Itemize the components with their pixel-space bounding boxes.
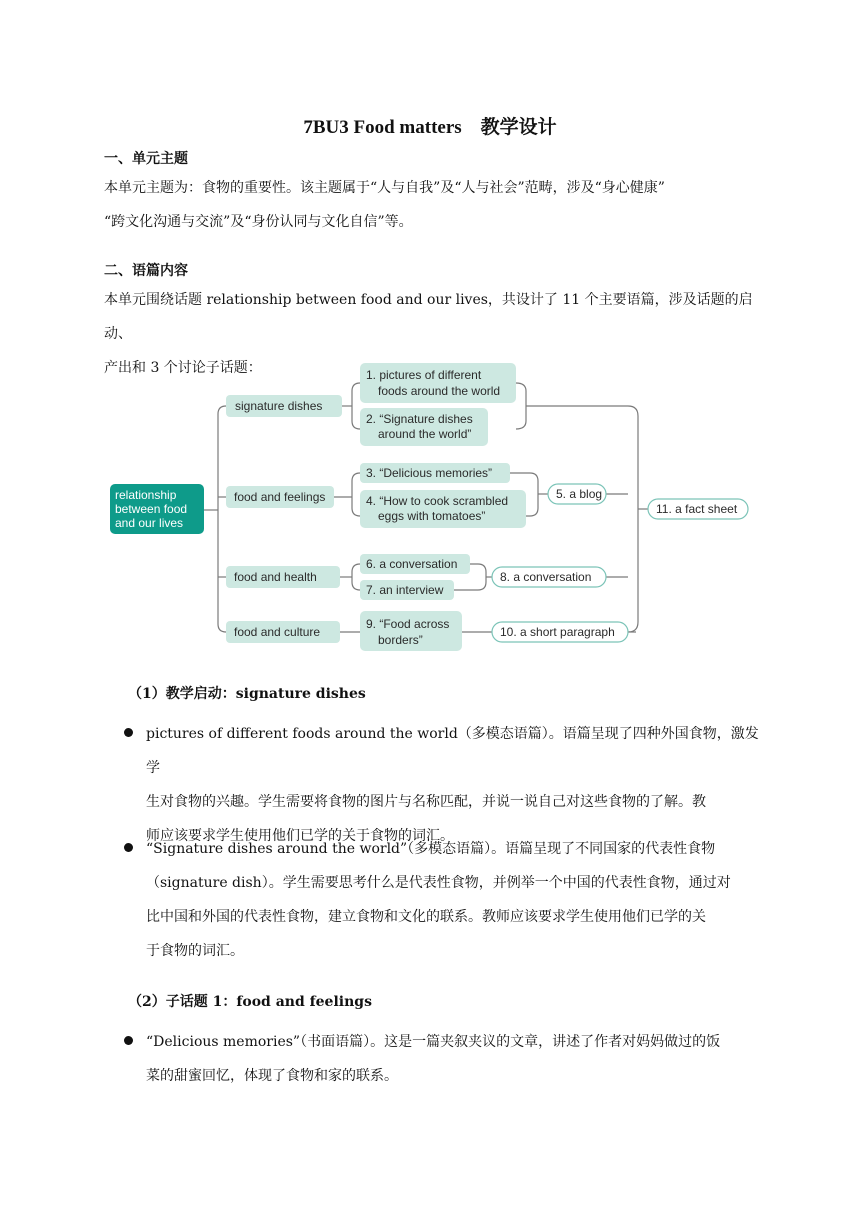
bullet-dot-icon (124, 728, 133, 737)
text-line: 本单元围绕话题 relationship between food and our lives，共设计了 11 个主要语篇，涉及话题的启动、 (104, 292, 753, 342)
text-line: 生对食物的兴趣。学生需要将食物的图片与名称匹配，并说一说自己对这些食物的了解。教 (146, 794, 706, 810)
node-label: 2. “Signature dishes (366, 412, 473, 426)
node-label: foods around the world (378, 384, 501, 398)
node-label: 4. “How to cook scrambled (366, 494, 509, 508)
text-line: “Delicious memories”（书面语篇）。这是一篇夹叙夹议的文章，讲述了作者对妈妈做过的饭 (146, 1034, 721, 1050)
node-label: 11. a fact sheet (656, 502, 738, 516)
node-label: 1. pictures of different (366, 368, 482, 382)
subsection-heading-part1: （1）教学启动：signature dishes (128, 686, 366, 702)
text-line: “跨文化沟通与交流”及“身份认同与文化自信”等。 (104, 214, 413, 230)
section-heading-texts: 二、语篇内容 (104, 263, 188, 279)
node-label: eggs with tomatoes” (378, 509, 486, 523)
bullet-item (104, 1025, 760, 1093)
node-label: 3. “Delicious memories” (366, 466, 493, 480)
node-label: 6. a conversation (366, 557, 458, 571)
root-label: and our lives (115, 516, 184, 530)
text-line: 于食物的词汇。 (146, 943, 244, 959)
root-label: between food (115, 502, 188, 516)
topic-label: food and health (234, 570, 317, 584)
text-line: 本单元主题为：食物的重要性。该主题属于“人与自我”及“人与社会”范畴，涉及“身心健康” (104, 180, 665, 196)
bullet-dot-icon (124, 843, 133, 852)
text-line: 菜的甜蜜回忆，体现了食物和家的联系。 (146, 1068, 398, 1084)
node-label: 5. a blog (556, 487, 603, 501)
node-label: 8. a conversation (500, 570, 592, 584)
node-label: around the world” (378, 427, 472, 441)
text-line: 师应该要求学生使用他们已学的关于食物的词汇。 (146, 828, 454, 844)
node-label: 9. “Food across (366, 617, 450, 631)
topic-mind-map (108, 360, 758, 660)
text-line: pictures of different foods around the world（多模态语篇）。语篇呈现了四种外国食物，激发学 (146, 726, 759, 776)
subsection-heading-part2: （2）子话题 1：food and feelings (128, 994, 372, 1010)
paragraph-unit-theme (104, 171, 759, 239)
node-label: 7. an interview (366, 583, 444, 597)
node-label: borders” (378, 633, 423, 647)
section-heading-unit-theme: 一、单元主题 (104, 151, 188, 167)
bullet-item (104, 832, 760, 968)
root-label: relationship (115, 488, 177, 502)
bullet-dot-icon (124, 1036, 133, 1045)
bullet-text (146, 1025, 760, 1093)
bullet-text (146, 832, 760, 968)
text-line: （signature dish）。学生需要思考什么是代表性食物，并例举一个中国的代表性食物，通过对 (146, 875, 731, 891)
page-title: 7BU3 Food matters 教学设计 (303, 117, 557, 138)
text-line: 产出和 3 个讨论子话题： (104, 360, 262, 376)
node-label: 10. a short paragraph (500, 625, 615, 639)
text-line: “Signature dishes around the world”（多模态语篇）。语篇呈现了不同国家的代表性食物 (146, 841, 716, 857)
topic-label: signature dishes (235, 399, 323, 413)
text-line: 比中国和外国的代表性食物，建立食物和文化的联系。教师应该要求学生使用他们已学的关 (146, 909, 706, 925)
topic-label: food and feelings (234, 490, 326, 504)
topic-label: food and culture (234, 625, 321, 639)
